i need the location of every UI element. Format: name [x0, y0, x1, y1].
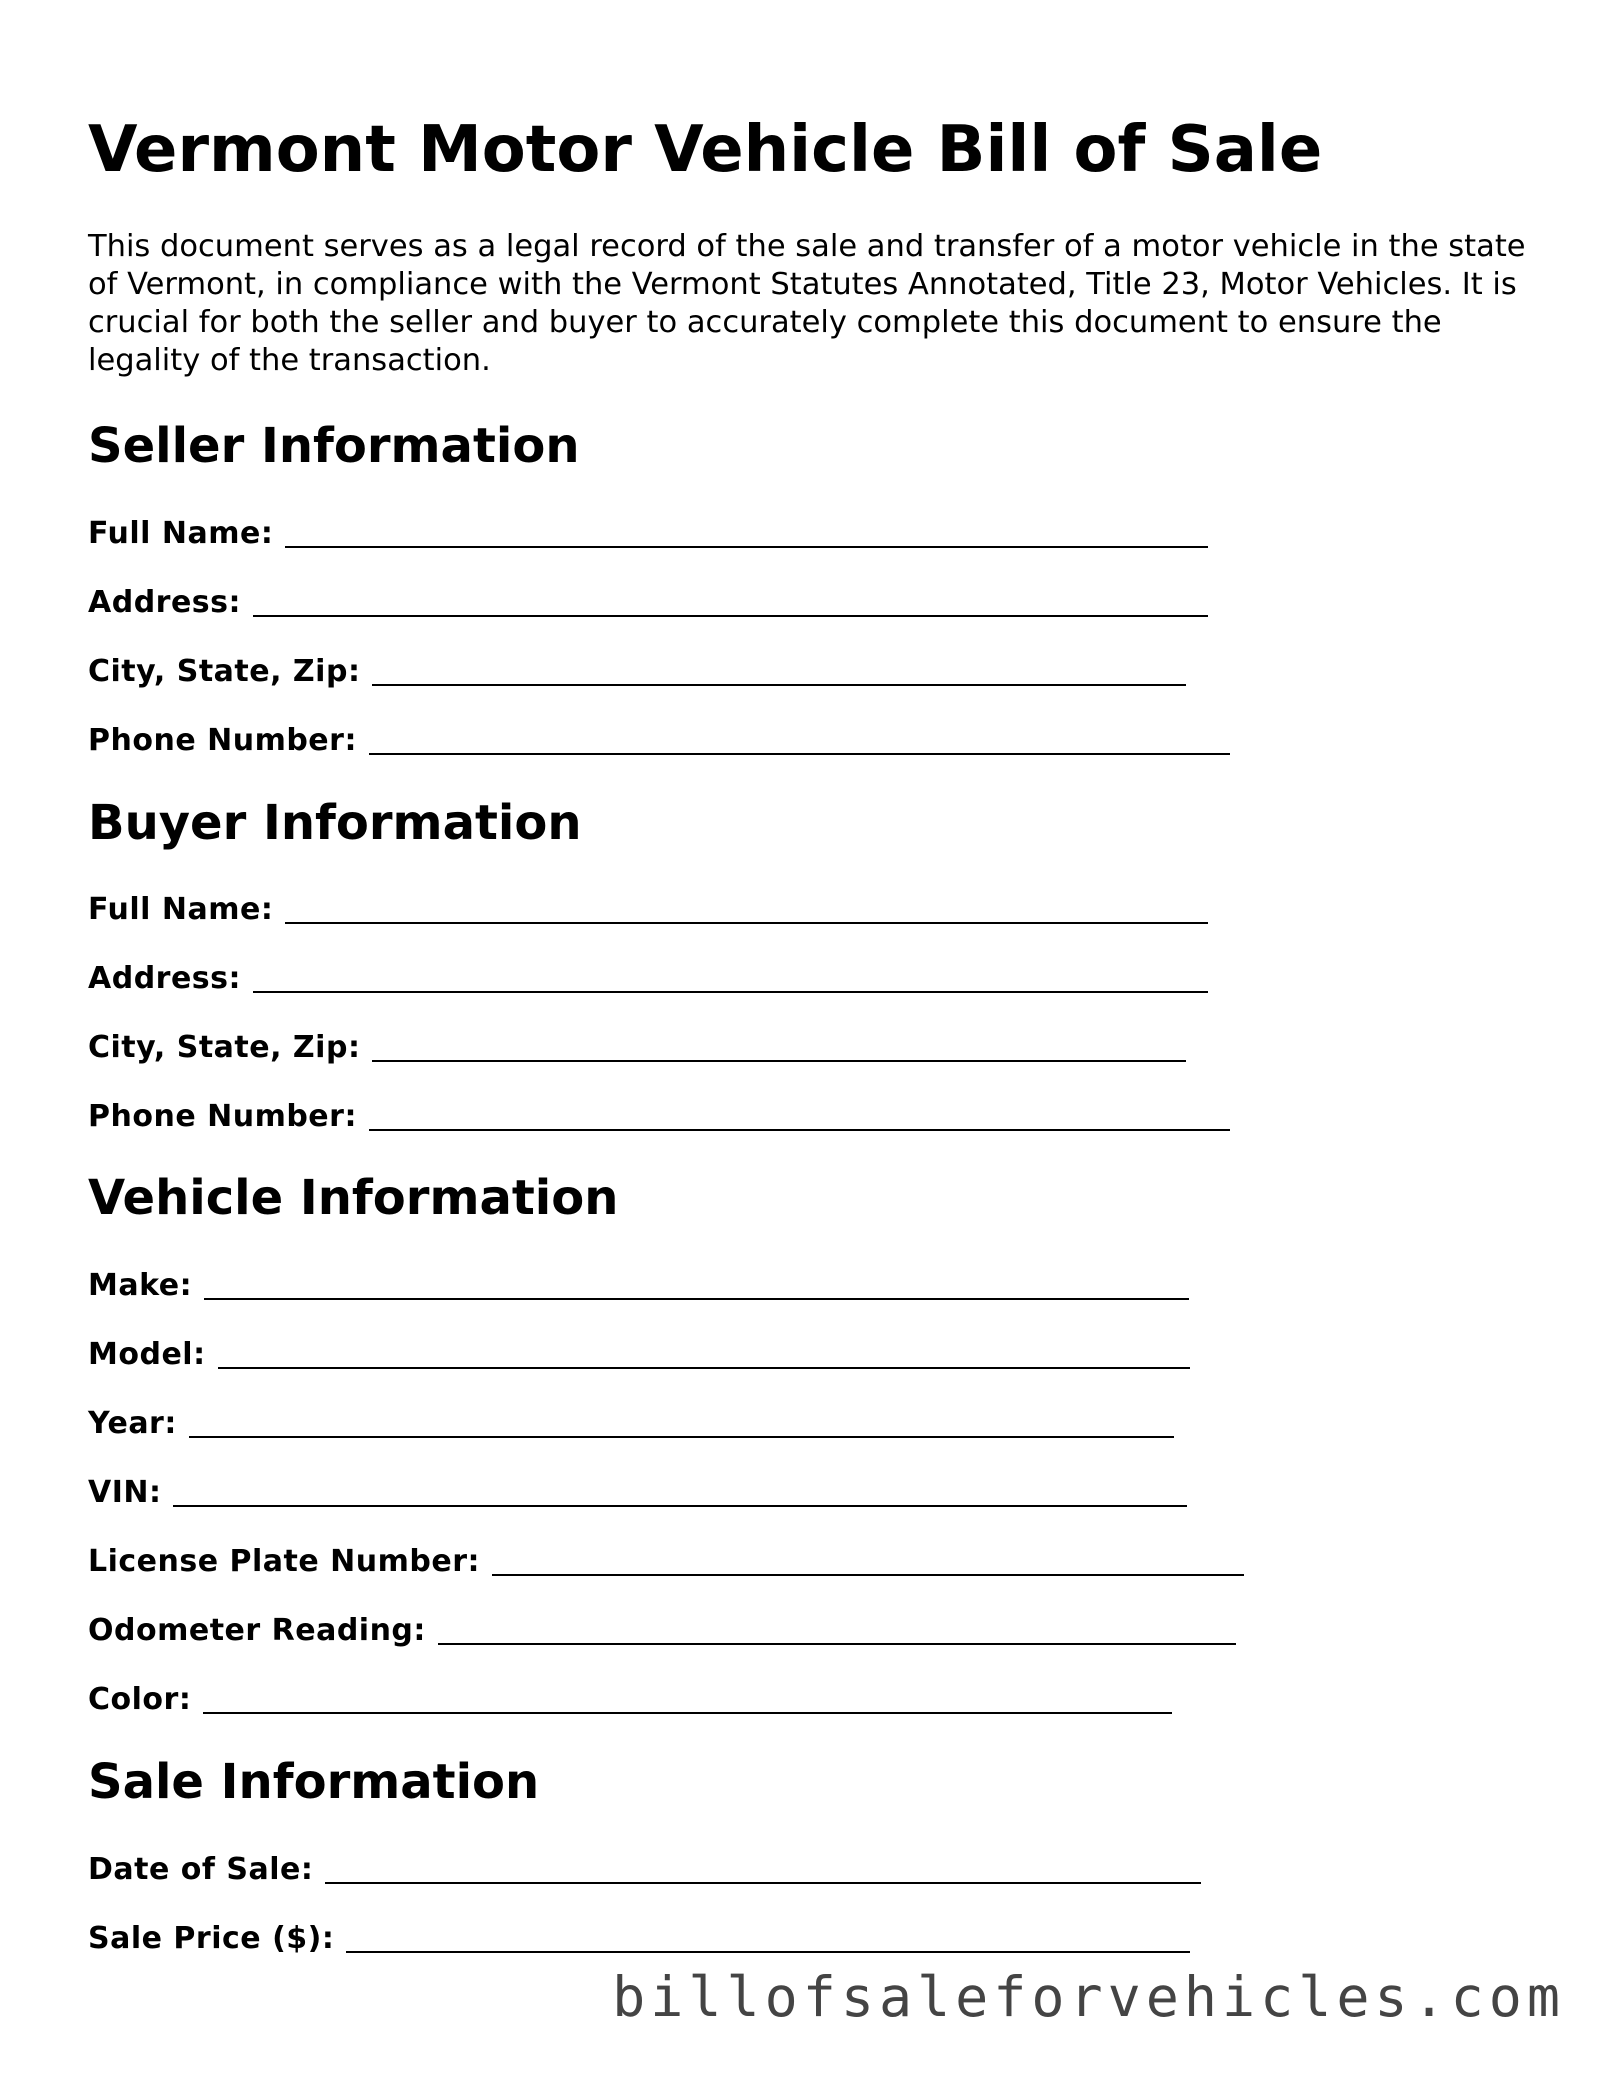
buyer-city-state-zip-label: City, State, Zip:	[88, 1030, 361, 1065]
sale-price-line[interactable]	[346, 1951, 1190, 1953]
seller-city-state-zip-field[interactable]	[88, 650, 1186, 690]
seller-full-name-line[interactable]	[285, 546, 1208, 548]
vehicle-plate-label: License Plate Number:	[88, 1544, 481, 1579]
seller-phone-label: Phone Number:	[88, 723, 357, 758]
sale-date-line[interactable]	[325, 1882, 1201, 1884]
vehicle-make-field[interactable]	[88, 1264, 1189, 1304]
seller-address-label: Address:	[88, 585, 242, 620]
seller-section-heading: Seller Information	[88, 418, 580, 474]
vehicle-odometer-label: Odometer Reading:	[88, 1613, 426, 1648]
buyer-city-state-zip-line[interactable]	[372, 1060, 1186, 1062]
seller-phone-field[interactable]	[88, 719, 1230, 759]
sale-price-field[interactable]	[88, 1917, 1190, 1957]
vehicle-year-field[interactable]	[88, 1402, 1174, 1442]
vehicle-section-heading: Vehicle Information	[88, 1170, 619, 1226]
seller-city-state-zip-line[interactable]	[372, 684, 1186, 686]
vehicle-model-label: Model:	[88, 1337, 206, 1372]
sale-section-heading: Sale Information	[88, 1754, 540, 1810]
vehicle-year-line[interactable]	[189, 1436, 1174, 1438]
vehicle-color-field[interactable]	[88, 1678, 1172, 1718]
buyer-full-name-field[interactable]	[88, 888, 1208, 928]
site-watermark: billofsaleforvehicles.com	[612, 1965, 1565, 2029]
vehicle-make-line[interactable]	[204, 1298, 1189, 1300]
buyer-full-name-line[interactable]	[285, 922, 1208, 924]
buyer-phone-field[interactable]	[88, 1095, 1230, 1135]
buyer-section-heading: Buyer Information	[88, 795, 582, 851]
sale-date-label: Date of Sale:	[88, 1852, 314, 1887]
buyer-full-name-label: Full Name:	[88, 892, 274, 927]
buyer-address-line[interactable]	[253, 991, 1208, 993]
seller-phone-line[interactable]	[369, 753, 1230, 755]
vehicle-make-label: Make:	[88, 1268, 193, 1303]
seller-full-name-label: Full Name:	[88, 516, 274, 551]
intro-paragraph: This document serves as a legal record of the sale and transfer of a motor vehicle in the state of Vermont, in compliance with the Vermont Statutes Annotated, Title 23, Motor Vehicles. It is crucial for both the seller and buyer to accurately complete this document to ensure the legality of the transaction.	[88, 229, 1526, 378]
seller-city-state-zip-label: City, State, Zip:	[88, 654, 361, 689]
sale-date-field[interactable]	[88, 1848, 1201, 1888]
vehicle-plate-line[interactable]	[492, 1574, 1244, 1576]
buyer-address-field[interactable]	[88, 957, 1208, 997]
vehicle-plate-field[interactable]	[88, 1540, 1244, 1580]
vehicle-vin-label: VIN:	[88, 1475, 162, 1510]
document-title: Vermont Motor Vehicle Bill of Sale	[88, 113, 1323, 187]
sale-price-label: Sale Price ($):	[88, 1921, 335, 1956]
vehicle-vin-line[interactable]	[173, 1505, 1187, 1507]
seller-full-name-field[interactable]	[88, 512, 1208, 552]
vehicle-odometer-field[interactable]	[88, 1609, 1236, 1649]
vehicle-color-line[interactable]	[203, 1712, 1172, 1714]
buyer-city-state-zip-field[interactable]	[88, 1026, 1186, 1066]
vehicle-odometer-line[interactable]	[438, 1643, 1236, 1645]
seller-address-field[interactable]	[88, 581, 1208, 621]
vehicle-year-label: Year:	[88, 1406, 177, 1441]
vehicle-model-field[interactable]	[88, 1333, 1190, 1373]
vehicle-color-label: Color:	[88, 1682, 192, 1717]
vehicle-model-line[interactable]	[218, 1367, 1190, 1369]
vehicle-vin-field[interactable]	[88, 1471, 1187, 1511]
seller-address-line[interactable]	[253, 615, 1208, 617]
buyer-phone-label: Phone Number:	[88, 1099, 357, 1134]
buyer-phone-line[interactable]	[369, 1129, 1230, 1131]
buyer-address-label: Address:	[88, 961, 242, 996]
